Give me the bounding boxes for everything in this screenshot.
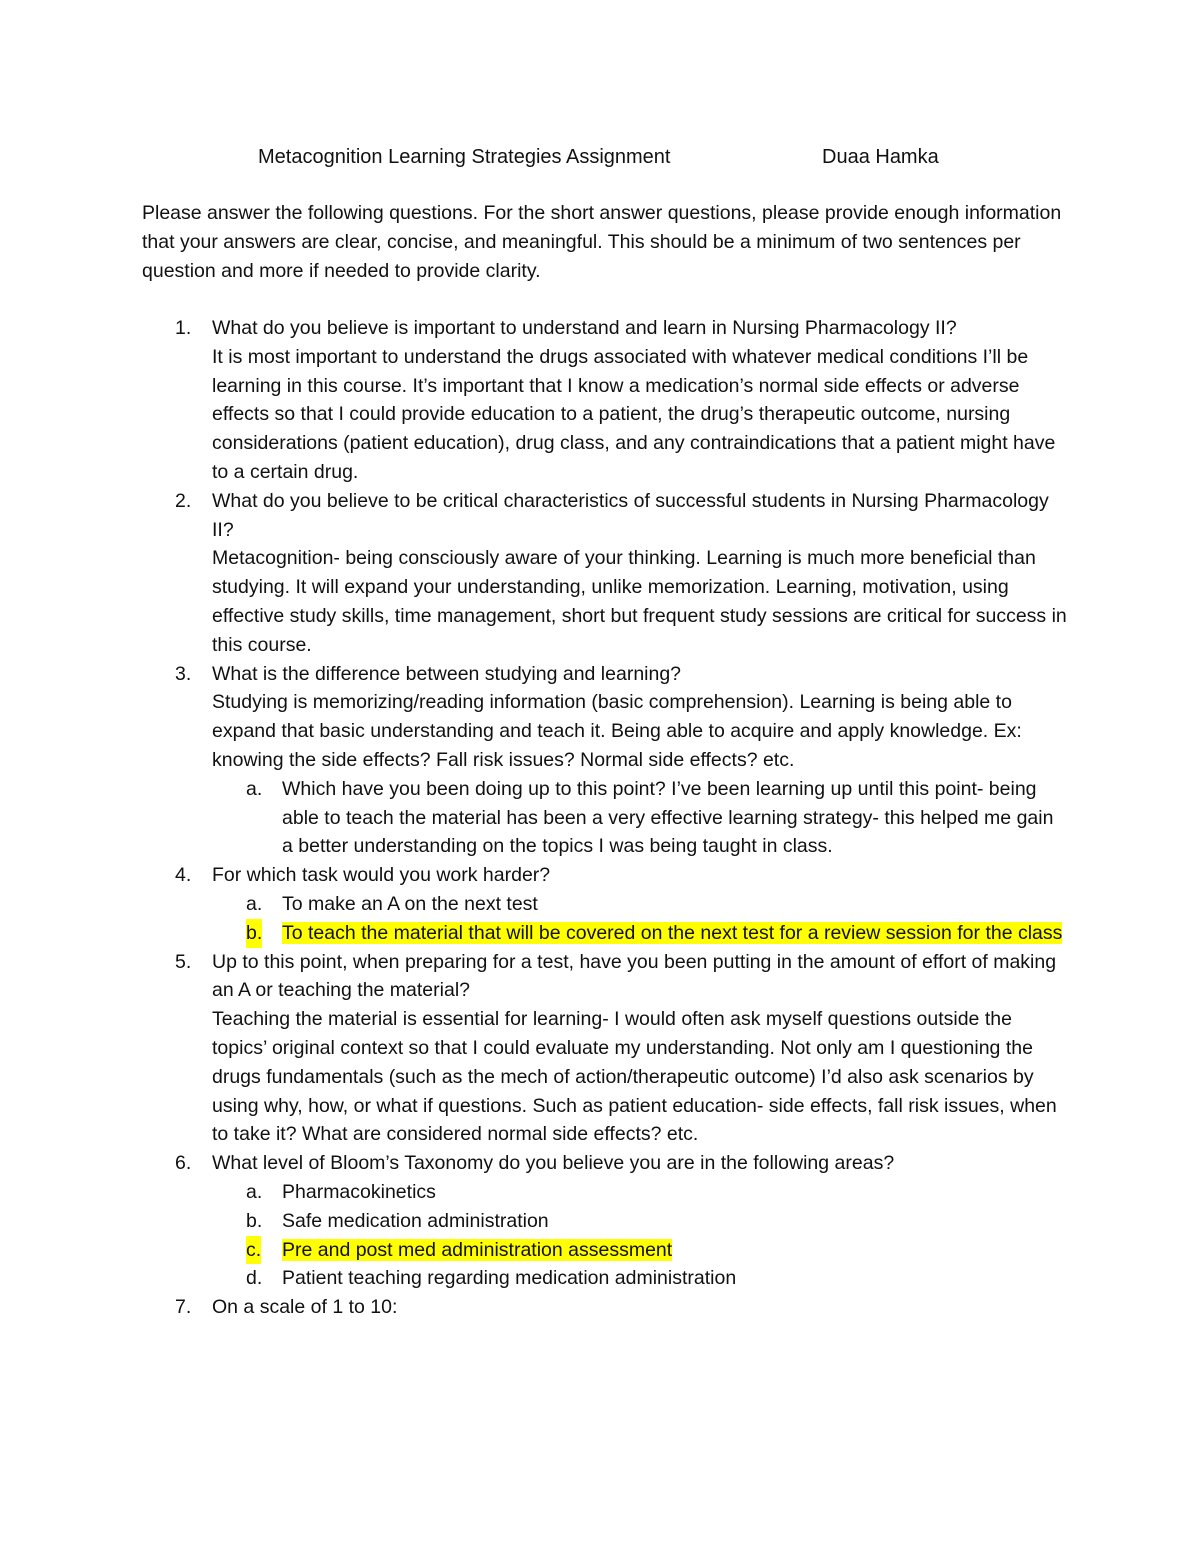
option-item-selected — [212, 919, 1067, 948]
question-text: What level of Bloom’s Taxonomy do you believe you are in the following areas? — [212, 1152, 895, 1175]
option-list — [212, 890, 1067, 948]
area-text: Safe medication administration — [282, 1209, 549, 1232]
question-list — [142, 314, 1067, 1322]
answer-text: It is most important to understand the drugs associated with whatever medical conditions I’ll be learning in this course. It’s important that I know a medication’s normal side effects or adverse effects so that I could provide education to a patient, the drug’s therapeutic outcome, nursing considerations (patient education), drug class, and any contraindications that a patient might have to a certain drug. — [212, 345, 1056, 483]
question-number: 2. — [175, 489, 192, 512]
sub-question-text: Which have you been doing up to this point? I’ve been learning up until this point- being able to teach the material has been a very effective learning strategy- this helped me gain a better understanding on the topics I was being taught in class. — [282, 777, 1054, 858]
sub-question-letter: a. — [246, 777, 263, 800]
area-letter: a. — [246, 1180, 263, 1203]
question-item-7 — [142, 1293, 1067, 1322]
question-item-4 — [142, 861, 1067, 947]
area-list — [212, 1178, 1067, 1293]
answer-text: Studying is memorizing/reading information (basic comprehension). Learning is being able to expand that basic understanding and teach it. Being able to acquire and apply knowledge. Ex: knowing the side effects? Fall risk issues? Normal side effects? etc. — [212, 691, 1022, 771]
question-text: What do you believe is important to understand and learn in Nursing Pharmacology II? — [212, 317, 957, 339]
highlighted-option-text: To teach the material that will be covered on the next test for a review session for the class — [282, 921, 1063, 944]
question-item-5 — [142, 948, 1067, 1150]
area-text: Pharmacokinetics — [282, 1180, 436, 1203]
answer-text: Teaching the material is essential for learning- I would often ask myself questions outside the topics’ original context so that I could evaluate my understanding. Not only am I questioning the drugs fundamentals (such as the mech of action/therapeutic outcome) I’d also ask scenarios by using why, how, or what if questions. Such as patient education- side effects, fall risk issues, when to take it? What are considered normal side effects? etc. — [212, 1008, 1057, 1146]
sub-question-item — [212, 775, 1067, 861]
option-item — [212, 890, 1067, 919]
highlighted-area-text: Pre and post med administration assessment — [282, 1238, 673, 1261]
option-text: To make an A on the next test — [282, 892, 538, 915]
area-item — [212, 1207, 1067, 1236]
option-letter: a. — [246, 892, 263, 915]
author-name: Duaa Hamka — [822, 146, 939, 168]
question-text: On a scale of 1 to 10: — [212, 1296, 398, 1319]
document-header — [0, 142, 1200, 172]
question-number: 1. — [175, 317, 192, 339]
area-letter: c. — [246, 1236, 261, 1265]
instructions-paragraph: Please answer the following questions. For the short answer questions, please provide enough information that your answers are clear, concise, and meaningful. This should be a minimum of two sentences per question and more if needed to provide clarity. — [142, 202, 1062, 282]
question-text: What is the difference between studying and learning? — [212, 662, 682, 685]
area-item-selected — [212, 1236, 1067, 1265]
area-item — [212, 1264, 1067, 1293]
question-number: 6. — [175, 1152, 192, 1175]
question-number: 3. — [175, 662, 192, 685]
option-letter: b. — [246, 919, 262, 948]
area-letter: d. — [246, 1267, 263, 1290]
question-item-6 — [142, 1149, 1067, 1293]
question-number: 7. — [175, 1296, 192, 1319]
area-item — [212, 1178, 1067, 1207]
question-item-3 — [142, 660, 1067, 862]
document-title: Metacognition Learning Strategies Assignment — [258, 146, 671, 168]
question-number: 5. — [175, 950, 192, 973]
question-text: What do you believe to be critical characteristics of successful students in Nursing Pharmacology II? — [212, 489, 1049, 541]
question-item-1 — [142, 314, 1067, 487]
area-text: Patient teaching regarding medication administration — [282, 1267, 737, 1290]
question-text: For which task would you work harder? — [212, 864, 551, 887]
answer-text: Metacognition- being consciously aware of your thinking. Learning is much more beneficial than studying. It will expand your understanding, unlike memorization. Learning, motivation, using effective study skills, time management, short but frequent study sessions are critical for success in this course. — [212, 547, 1067, 656]
question-text: Up to this point, when preparing for a test, have you been putting in the amount of effort of making an A or teaching the material? — [212, 950, 1057, 1002]
sub-question-list — [212, 775, 1067, 861]
question-number: 4. — [175, 864, 192, 887]
area-letter: b. — [246, 1209, 263, 1232]
question-item-2 — [142, 487, 1067, 660]
